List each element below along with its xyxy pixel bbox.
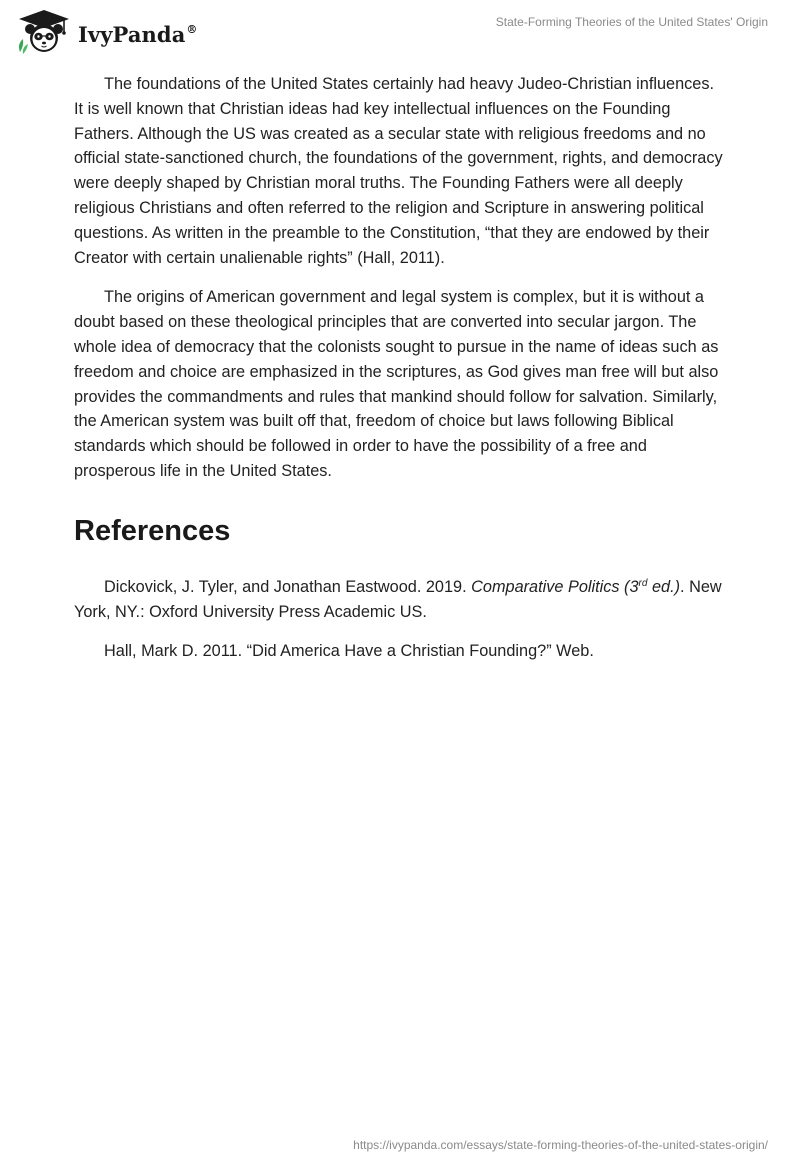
brand-name: IvyPanda® — [78, 21, 198, 47]
ivypanda-logo[interactable] — [14, 8, 198, 56]
body-paragraph: The origins of American government and legal system is complex, but it is without a doubt based on these theological principles that are converted into secular jargon. The whole idea of democracy that the colonists sought to pursue in the name of ideas such as freedom and choice are emphasized in the scriptures, as God gives man free will but also provides the commandments and rules that mankind should follow for salvation. Similarly, the American system was built off that, freedom of choice but laws following Biblical standards which should be followed in order to have the possibility of a free and prosperous life in the United States. — [74, 288, 719, 480]
reference-item: Hall, Mark D. 2011. “Did America Have a Christian Founding?” Web. — [104, 642, 594, 661]
document-title: State-Forming Theories of the United States' Origin — [495, 15, 768, 29]
reference-item: Dickovick, J. Tyler, and Jonathan Eastwood. 2019. Comparative Politics (3rd ed.). New York, NY.: Oxford University Press Academic US. — [74, 577, 722, 621]
references-heading: References — [74, 514, 231, 547]
panda-graduate-icon — [14, 8, 74, 56]
source-url-link[interactable]: https://ivypanda.com/essays/state-forming-theories-of-the-united-states-origin/ — [353, 1138, 768, 1152]
reference-book-title: Comparative Politics (3rd ed.) — [471, 577, 681, 596]
page-header — [0, 0, 800, 62]
body-paragraph: The foundations of the United States certainly had heavy Judeo-Christian influences. It is well known that Christian ideas had key intellectual influences on the Founding Fathers. Although the US was created as a secular state with religious freedoms and no official state-sanctioned church, the foundations of the government, rights, and democracy were deeply shaped by Christian moral truths. The Founding Fathers were all deeply religious Christians and often referred to the religion and Scripture in answering political questions. As written in the preamble to the Constitution, “that they are endowed by their Creator with certain unalienable rights” (Hall, 2011). — [74, 75, 723, 267]
essay-content — [74, 72, 724, 679]
